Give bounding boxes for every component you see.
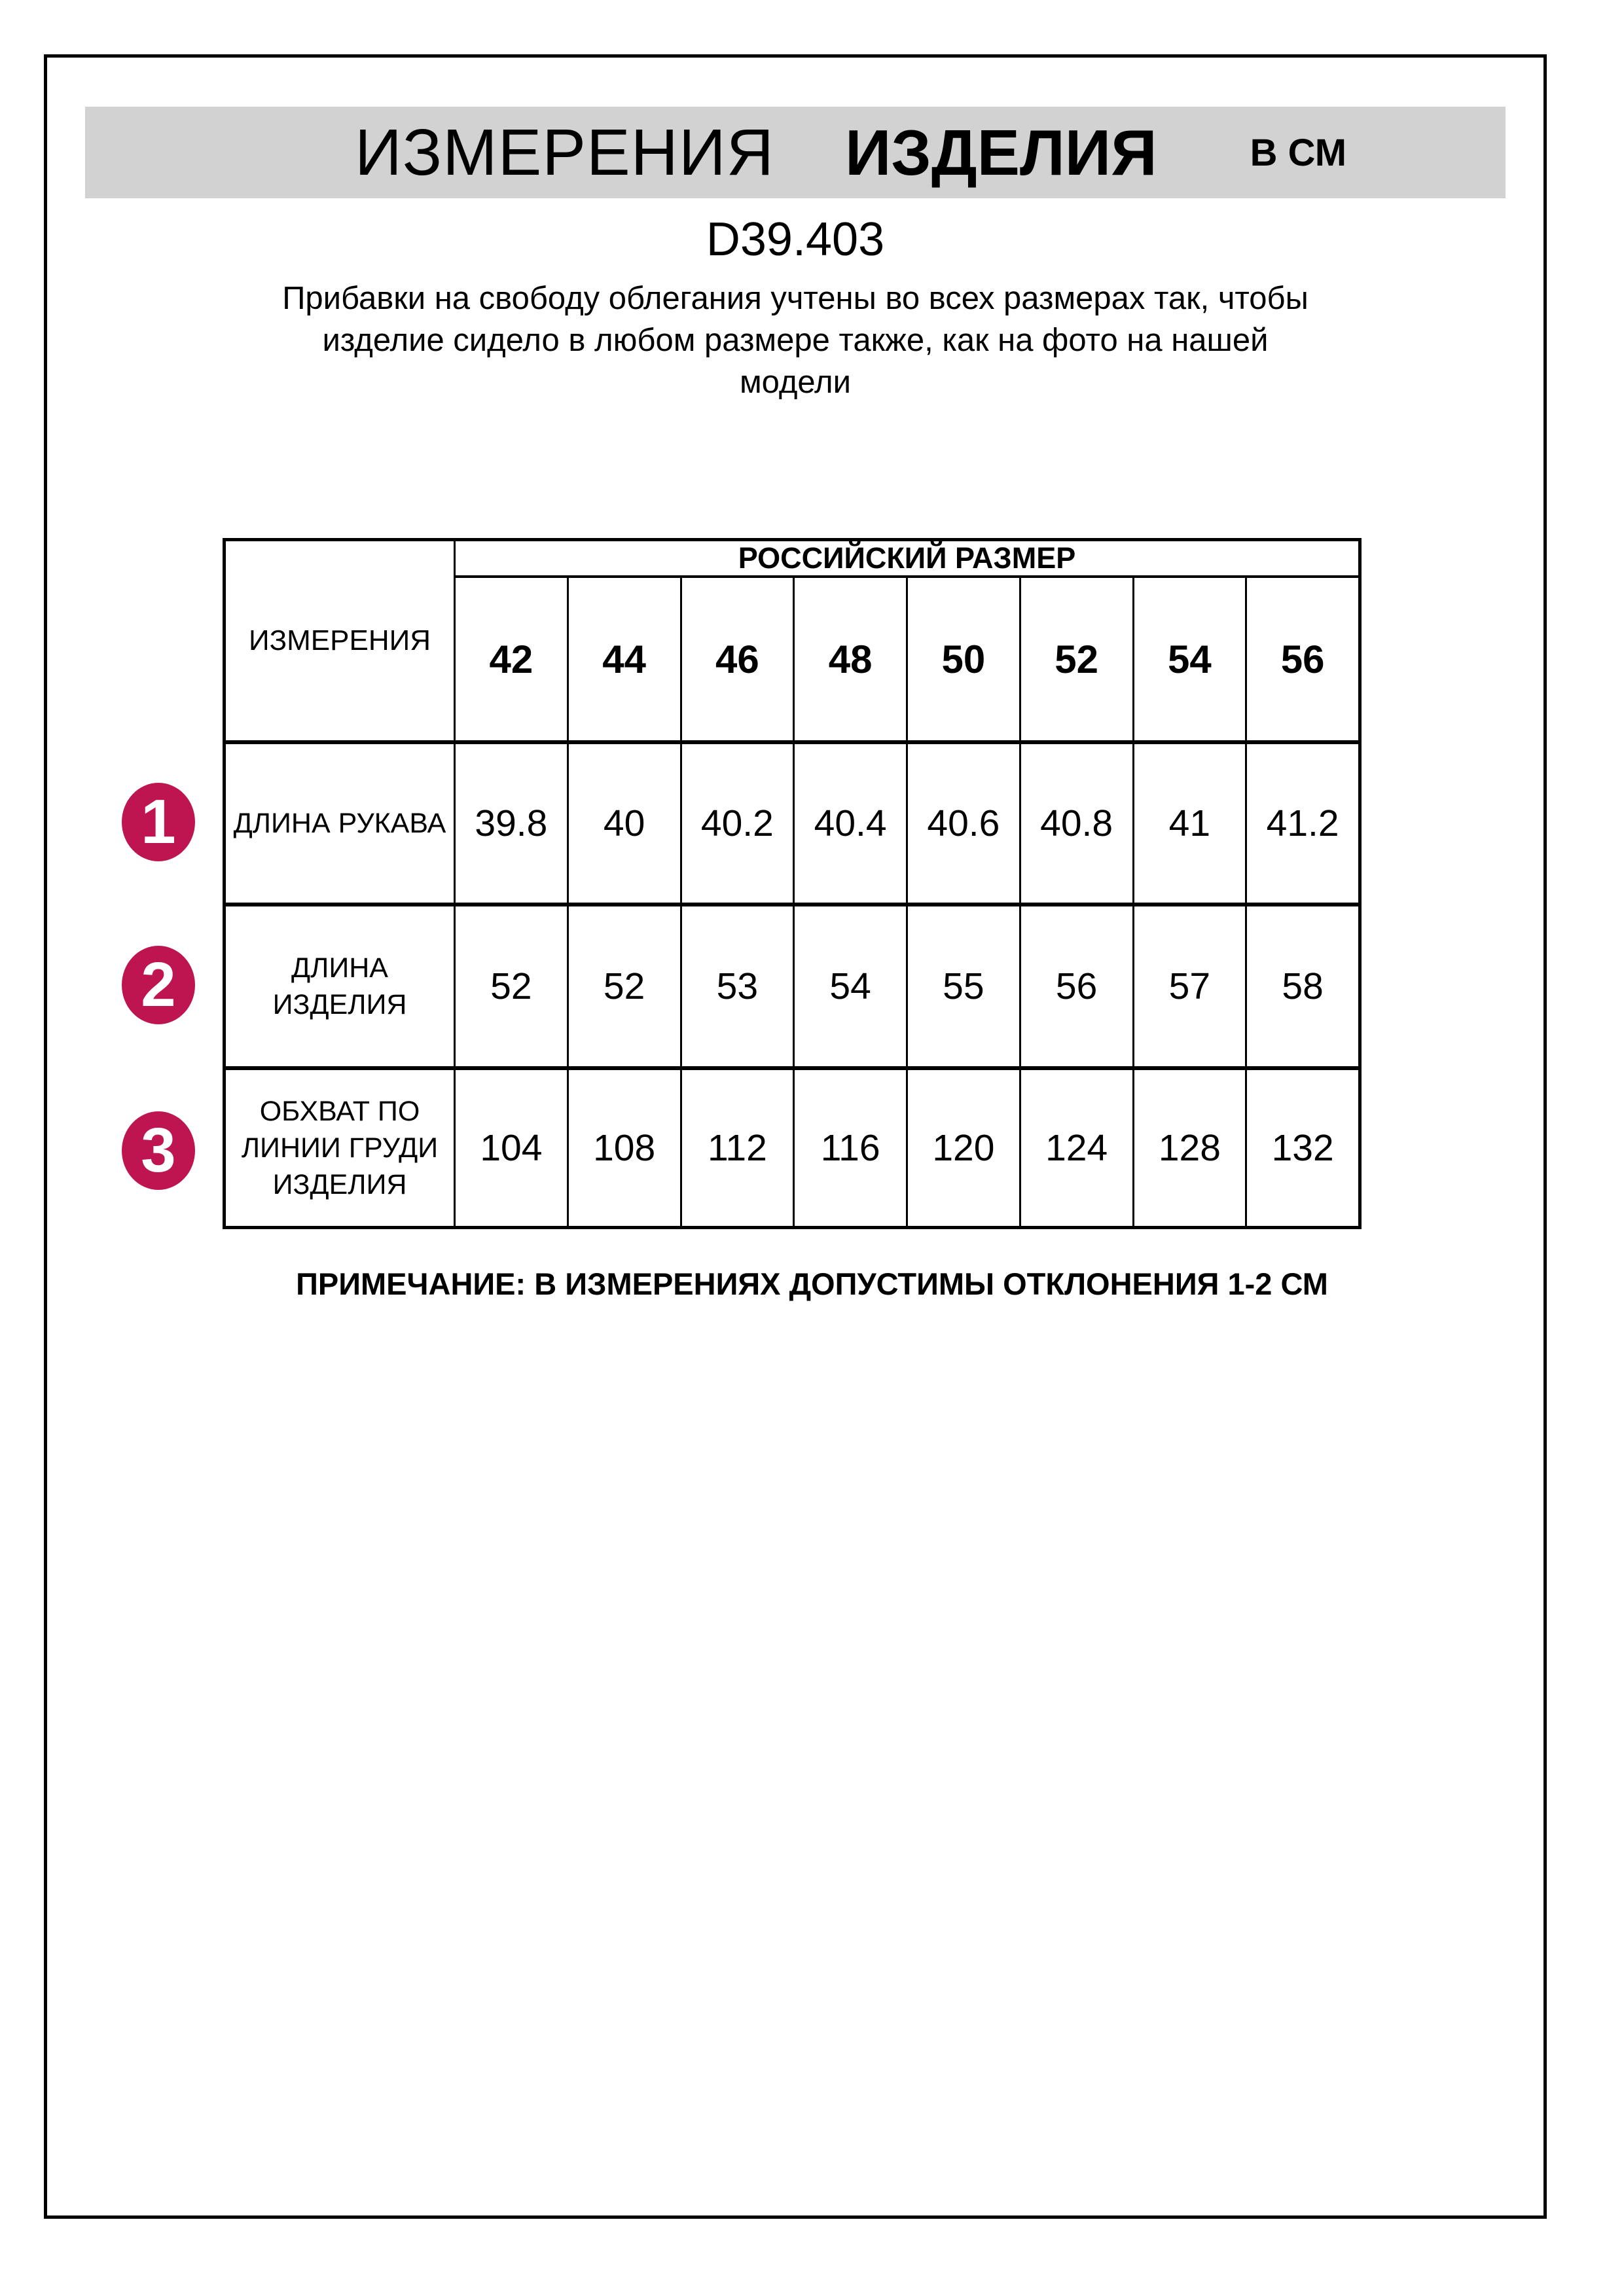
chest-girth-value-56: 132 xyxy=(1245,1066,1358,1226)
row-label-sleeve-length: ДЛИНА РУКАВА xyxy=(226,740,454,903)
item-length-value-48: 54 xyxy=(793,903,906,1066)
title-units: В СМ xyxy=(1250,131,1347,174)
row-number-badge-2: 2 xyxy=(122,946,195,1024)
intro-line-1: Прибавки на свободу облегания учтены во всех размерах так, чтобы xyxy=(282,281,1308,316)
title-banner xyxy=(85,107,1506,198)
size-table xyxy=(223,538,1362,1229)
title-measurements: ИЗМЕРЕНИЯ xyxy=(355,115,774,189)
sleeve-length-value-52: 40.8 xyxy=(1019,740,1132,903)
row-number-badge-3: 3 xyxy=(122,1111,195,1190)
size-column-header-42: 42 xyxy=(454,575,567,740)
table-corner-header: ИЗМЕРЕНИЯ xyxy=(248,624,431,656)
intro-line-2: изделие сидело в любом размере также, как на фото на нашей xyxy=(322,323,1269,358)
item-length-value-52: 56 xyxy=(1019,903,1132,1066)
sleeve-length-value-56: 41.2 xyxy=(1245,740,1358,903)
sleeve-length-value-54: 41 xyxy=(1132,740,1246,903)
intro-paragraph xyxy=(44,278,1547,403)
row-number-badge-1: 1 xyxy=(122,783,195,861)
item-length-value-56: 58 xyxy=(1245,903,1358,1066)
sleeve-length-value-50: 40.6 xyxy=(906,740,1019,903)
sleeve-length-value-42: 39.8 xyxy=(454,740,567,903)
title-product: ИЗДЕЛИЯ xyxy=(844,116,1157,188)
chest-girth-value-48: 116 xyxy=(793,1066,906,1226)
item-length-value-46: 53 xyxy=(680,903,793,1066)
sleeve-length-value-46: 40.2 xyxy=(680,740,793,903)
item-length-value-54: 57 xyxy=(1132,903,1246,1066)
intro-line-3: модели xyxy=(739,365,852,400)
note-text: ПРИМЕЧАНИЕ: В ИЗМЕРЕНИЯХ ДОПУСТИМЫ ОТКЛОНЕНИЯ 1-2 СМ xyxy=(296,1266,1328,1301)
chest-girth-value-46: 112 xyxy=(680,1066,793,1226)
russian-size-group-header: РОССИЙСКИЙ РАЗМЕР xyxy=(454,541,1358,575)
product-code: D39.403 xyxy=(706,213,885,266)
size-column-header-46: 46 xyxy=(680,575,793,740)
chest-girth-value-52: 124 xyxy=(1019,1066,1132,1226)
item-length-value-42: 52 xyxy=(454,903,567,1066)
size-column-header-54: 54 xyxy=(1132,575,1246,740)
size-column-header-50: 50 xyxy=(906,575,1019,740)
size-column-header-48: 48 xyxy=(793,575,906,740)
row-label-item-length: ДЛИНА ИЗДЕЛИЯ xyxy=(226,903,454,1066)
chest-girth-value-54: 128 xyxy=(1132,1066,1246,1226)
item-length-value-50: 55 xyxy=(906,903,1019,1066)
sleeve-length-value-44: 40 xyxy=(567,740,680,903)
row-label-chest-girth: ОБХВАТ ПО ЛИНИИ ГРУДИ ИЗДЕЛИЯ xyxy=(226,1066,454,1226)
size-column-header-52: 52 xyxy=(1019,575,1132,740)
chest-girth-value-44: 108 xyxy=(567,1066,680,1226)
chest-girth-value-42: 104 xyxy=(454,1066,567,1226)
sleeve-length-value-48: 40.4 xyxy=(793,740,906,903)
size-column-header-44: 44 xyxy=(567,575,680,740)
item-length-value-44: 52 xyxy=(567,903,680,1066)
size-column-header-56: 56 xyxy=(1245,575,1358,740)
chest-girth-value-50: 120 xyxy=(906,1066,1019,1226)
